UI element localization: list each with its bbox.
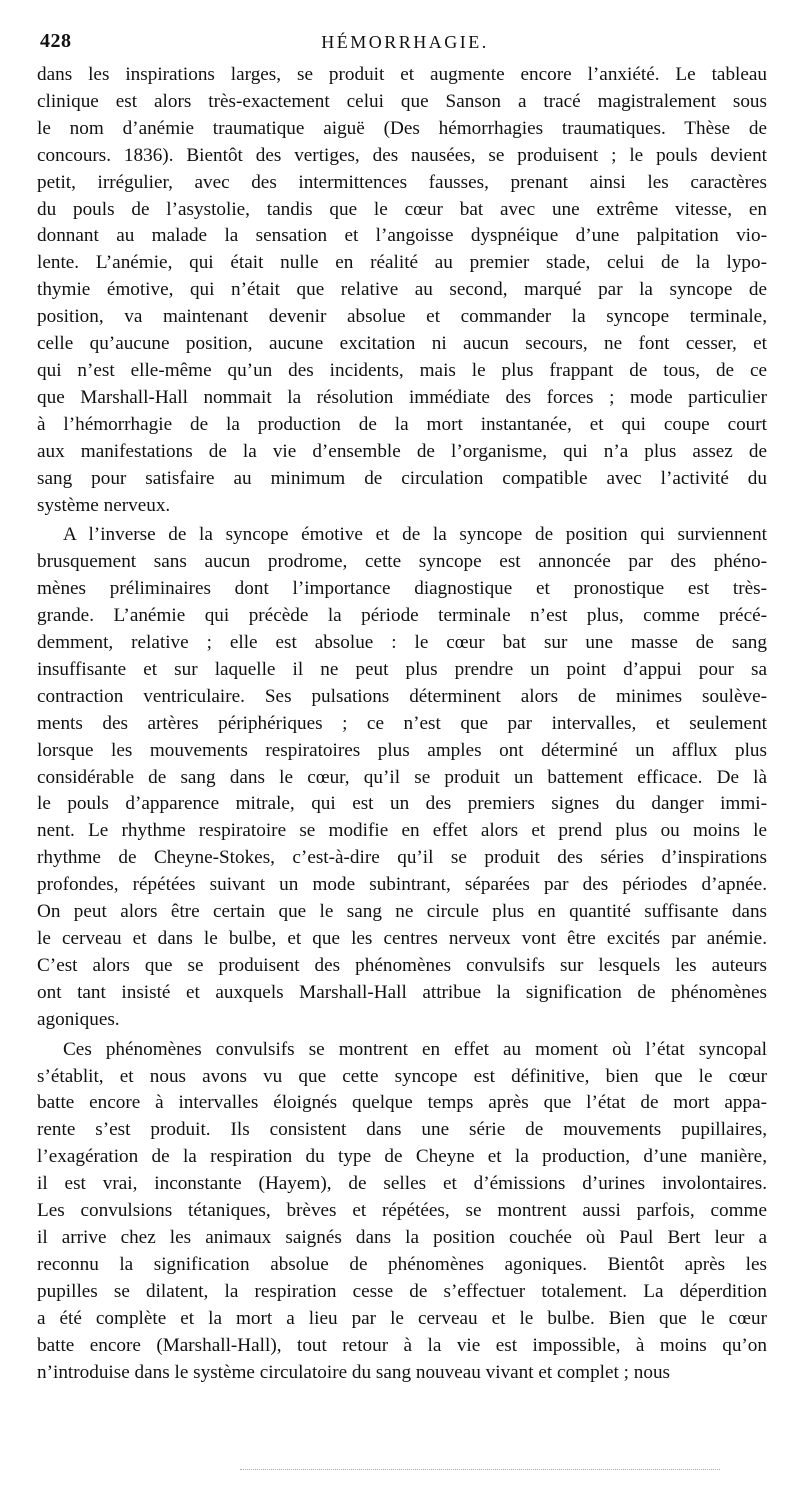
text-line: A l’inverse de la syncope émotive et de la syncope de position qui surviennent <box>63 524 767 546</box>
running-title: HÉMORRHAGIE. <box>321 32 489 52</box>
text-line: s’établit, et nous avons vu que cette syncope est définitive, bien que le cœur <box>37 1065 767 1087</box>
text-line: l’exagération de la respiration du type de Cheyne et la production, d’une manière, <box>37 1146 767 1168</box>
text-line: clinique est alors très-exactement celui que Sanson a tracé magistralement sous <box>37 90 767 112</box>
text-line: système nerveux. <box>37 494 171 516</box>
text-line: dans les inspirations larges, se produit et augmente encore l’anxiété. Le tableau <box>37 64 767 85</box>
bottom-dotted-rule <box>240 1469 720 1470</box>
body-text <box>37 62 767 1389</box>
text-line: il est vrai, inconstante (Hayem), de selles et d’émissions d’urines involontaires. <box>37 1173 767 1195</box>
text-line: batte encore à intervalles éloignés quelque temps après que l’état de mort appa- <box>37 1092 767 1114</box>
text-line: le cerveau et dans le bulbe, et que les centres nerveux vont être excités par anémie. <box>37 928 767 949</box>
text-line: demment, relative ; elle est absolue : le cœur bat sur une masse de sang <box>37 632 767 654</box>
text-line: donnant au malade la sensation et l’angoisse dyspnéique d’une palpitation vio- <box>37 225 767 247</box>
text-line: sang pour satisfaire au minimum de circulation compatible avec l’activité du <box>37 467 767 489</box>
text-line: du pouls de l’asystolie, tandis que le cœur bat avec une extrême vitesse, en <box>37 198 767 220</box>
text-line: insuffisante et sur laquelle il ne peut plus prendre un point d’appui pour sa <box>37 658 767 680</box>
text-line: le pouls d’apparence mitrale, qui est un des premiers signes du danger immi- <box>37 793 767 815</box>
text-line: aux manifestations de la vie d’ensemble de l’organisme, qui n’a plus assez de <box>37 440 767 462</box>
text-line: C’est alors que se produisent des phénomènes convulsifs sur lesquels les auteurs <box>37 954 767 976</box>
text-line: qui n’est elle-même qu’un des incidents, mais le plus frappant de tous, de ce <box>37 359 767 381</box>
text-line: reconnu la signification absolue de phénomènes agoniques. Bientôt après les <box>37 1253 767 1275</box>
text-line: batte encore (Marshall-Hall), tout retour à la vie est impossible, à moins qu’on <box>37 1334 767 1356</box>
text-line: considérable de sang dans le cœur, qu’il se produit un battement efficace. De là <box>37 766 767 788</box>
text-line: petit, irrégulier, avec des intermittences fausses, prenant ainsi les caractères <box>37 171 767 193</box>
text-line: mènes préliminaires dont l’importance diagnostique et pronostique est très- <box>37 578 767 600</box>
text-line: n’introduise dans le système circulatoire du sang nouveau vivant et complet ; nous <box>37 1361 671 1383</box>
text-line: thymie émotive, qui n’était que relative au second, marqué par la syncope de <box>37 279 767 301</box>
text-line: concours. 1836). Bientôt des vertiges, des nausées, se produisent ; le pouls devient <box>37 144 767 166</box>
text-line: lente. L’anémie, qui était nulle en réalité au premier stade, celui de la lypo- <box>37 252 767 274</box>
paragraph <box>37 62 767 519</box>
text-line: position, va maintenant devenir absolue et commander la syncope terminale, <box>37 306 767 328</box>
text-line: ont tant insisté et auxquels Marshall-Hall attribue la signification de phénomènes <box>37 981 767 1003</box>
text-line: rhythme de Cheyne-Stokes, c’est-à-dire qu’il se produit des séries d’inspirations <box>37 847 767 869</box>
paragraph <box>37 522 767 1033</box>
text-line: pupilles se dilatent, la respiration cesse de s’effectuer totalement. La déperdition <box>37 1280 767 1302</box>
text-line: lorsque les mouvements respiratoires plus amples ont déterminé un afflux plus <box>37 739 767 761</box>
text-line: contraction ventriculaire. Ses pulsations déterminent alors de minimes soulève- <box>37 685 767 707</box>
text-line: brusquement sans aucun prodrome, cette syncope est annoncée par des phéno- <box>37 551 767 573</box>
text-line: Les convulsions tétaniques, brèves et répétées, se montrent aussi parfois, comme <box>37 1200 767 1222</box>
text-line: que Marshall-Hall nommait la résolution immédiate des forces ; mode particulier <box>37 386 767 408</box>
text-line: a été complète et la mort a lieu par le cerveau et le bulbe. Bien que le cœur <box>37 1307 767 1329</box>
text-line: ments des artères périphériques ; ce n’est que par intervalles, et seulement <box>37 712 767 734</box>
text-line: nent. Le rhythme respiratoire se modifie en effet alors et prend plus ou moins le <box>37 820 767 842</box>
page-header <box>40 30 770 58</box>
text-line: celle qu’aucune position, aucune excitation ni aucun secours, ne font cesser, et <box>37 333 767 355</box>
paragraph <box>37 1037 767 1387</box>
page-number: 428 <box>40 30 72 52</box>
text-line: agoniques. <box>37 1008 120 1030</box>
text-line: profondes, répétées suivant un mode subintrant, séparées par des périodes d’apnée. <box>37 874 767 896</box>
text-line: le nom d’anémie traumatique aiguë (Des hémorrhagies traumatiques. Thèse de <box>37 117 767 139</box>
text-line: On peut alors être certain que le sang ne circule plus en quantité suffisante dans <box>37 901 767 923</box>
text-line: à l’hémorrhagie de la production de la mort instantanée, et qui coupe court <box>37 413 767 435</box>
text-line: il arrive chez les animaux saignés dans la position couchée où Paul Bert leur a <box>37 1226 767 1248</box>
text-line: rente s’est produit. Ils consistent dans une série de mouvements pupillaires, <box>37 1119 767 1141</box>
text-line: Ces phénomènes convulsifs se montrent en effet au moment où l’état syncopal <box>63 1038 767 1060</box>
text-line: grande. L’anémie qui précède la période terminale n’est plus, comme précé- <box>37 605 767 627</box>
